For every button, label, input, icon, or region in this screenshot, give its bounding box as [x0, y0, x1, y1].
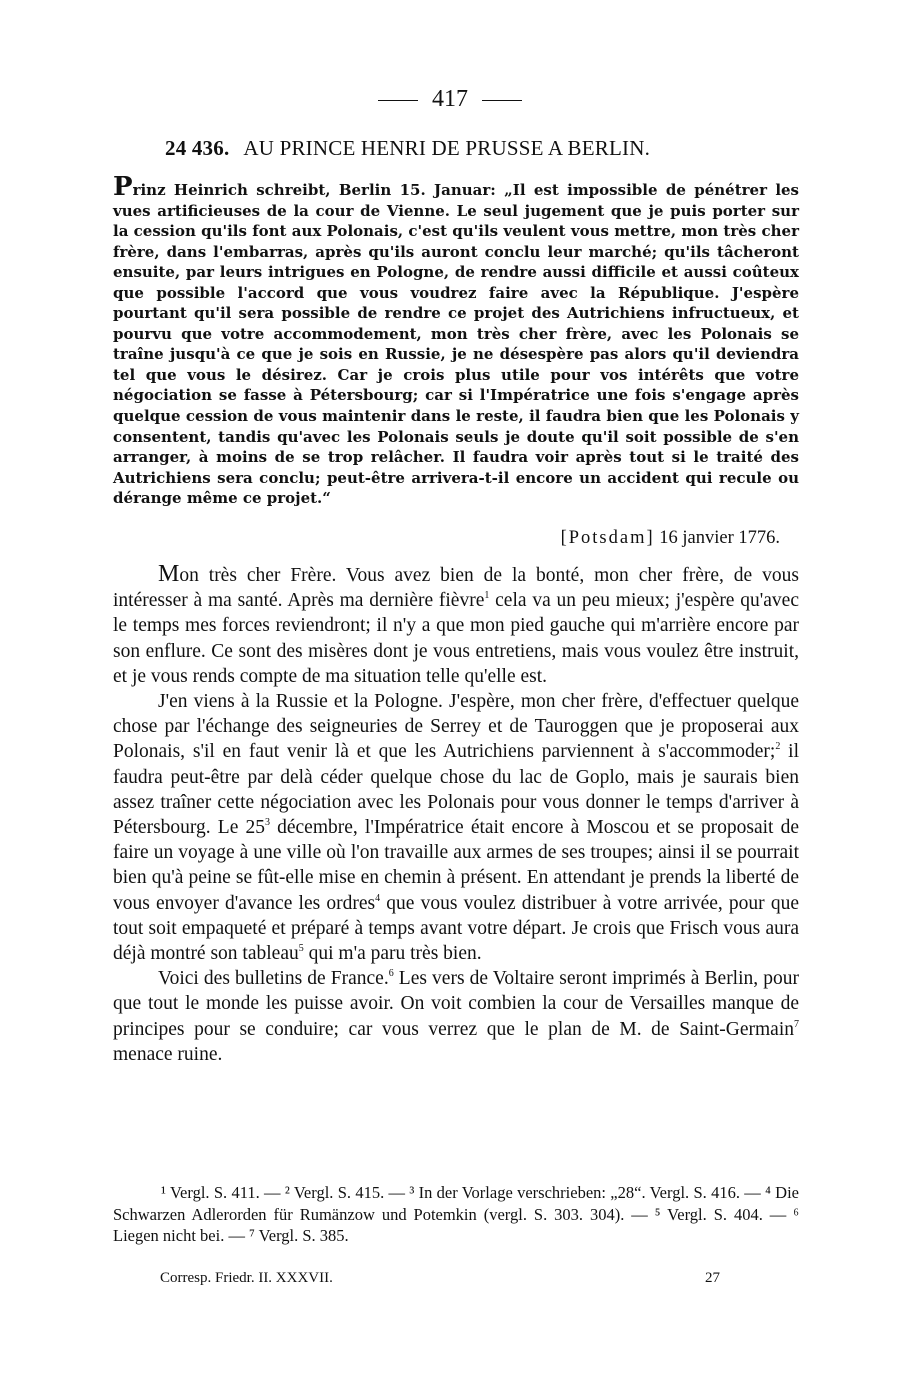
page-number-text: 417: [432, 86, 468, 112]
summary-dropcap: P: [113, 172, 133, 202]
letter-title: AU PRINCE HENRI DE PRUSSE A BERLIN.: [243, 136, 651, 160]
page-number: [0, 86, 900, 113]
printer-signature: [160, 1270, 720, 1287]
text-run: Les vers de Voltaire seront imprimés à Berlin, pour que tout le monde les puisse avoir. On voit combien la cour de Versailles manque de principes pour se conduire; car vous verrez que le plan de M. de Saint-Germain: [113, 968, 799, 1040]
footnote-ref-5: 5: [298, 943, 304, 955]
text-run: J'en viens à la Russie et la Pologne. J'espère, mon cher frère, d'effectuer quelque chose par l'échange des seigneuries de Serrey et de Tauroggen que je proposerai aux Polonais, s'il en faut venir là et que les Autrichiens parviennent à s'accommoder;: [113, 691, 799, 763]
text-run: que vous voulez distribuer à votre arrivée, pour que tout soit empaqueté et préparé à temps avant votre départ. Je crois que Frisch vous aura déjà montré son tableau: [113, 892, 800, 965]
signature-source: Corresp. Friedr. II. XXXVII.: [160, 1270, 333, 1286]
dateline-date: 16 janvier 1776.: [659, 528, 780, 548]
footnote-ref-7: 7: [794, 1018, 799, 1030]
text-run: Mon très cher Frère. Vous avez bien de la bonté, mon cher frère, de vous intéresser à ma santé. Après ma dernière fièvre: [113, 561, 799, 612]
letter-paragraph-2: [113, 689, 799, 966]
letter-paragraph-3: [113, 966, 799, 1067]
summary-text: rinz Heinrich schreibt, Berlin 15. Januar: „Il est impossible de pénétrer les vues artificieuses de la cour de Vienne. Le seul jugement que je puis porter sur la cession qu'ils font aux Polonais, c'est qu'ils veulent vous mettre, mon très cher frère, dans l'embarras, après qu'ils auront conclu leur marché; qu'ils tâcheront ensuite, par leurs intrigues en Pologne, de rendre aussi difficile et aussi coûteux que possible l'accord que vous voudrez faire avec la République. J'espère pourtant qu'il sera possible de rendre ce projet des Autrichiens infructueux, et pourvu que votre accommodement, mon très cher frère, avec les Polonais se traîne jusqu'à ce que je sois en Russie, je ne désespère pas alors qu'il deviendra tel que vous le désirez. Car je crois plus utile pour vos intérêts que votre négociation se fasse à Pétersbourg; car si l'Impératrice une fois s'engage après quelque cession de vous maintenir dans le reste, il faudra bien que les Polonais y consentent, tandis qu'avec les Polonais seuls je doute qu'il soit possible de s'en arranger, à moins de se trop relâcher. Il faudra voir après tout si le traité des Autrichiens sera conclu; peut-être arrivera-t-il encore un accident qui recule ou dérange même ce projet.“: [113, 181, 799, 508]
dateline: [420, 528, 780, 549]
text-run: qui m'a paru très bien.: [303, 943, 482, 965]
letter-body: [113, 562, 799, 1067]
letter-paragraph-1: [113, 562, 799, 689]
letter-heading: [165, 136, 805, 161]
rule-left: [378, 100, 418, 101]
text-run: Voici des bulletins de France.: [158, 968, 389, 990]
footnotes-text: ¹ Vergl. S. 411. — ² Vergl. S. 415. — ³ In der Vorlage verschrieben: „28“. Vergl. S. 416. — ⁴ Die Schwarzen Adlerorden für Rumänzow und Potemkin (vergl. S. 303. 304). — ⁵ Vergl. S. 404. — ⁶ Liegen nicht bei. — ⁷ Vergl. S. 385.: [113, 1183, 799, 1245]
footnotes: [113, 1182, 799, 1247]
letter-number: 24 436.: [165, 136, 230, 160]
text-run: menace ruine.: [113, 1043, 223, 1065]
summary-paragraph: [113, 174, 799, 509]
signature-sheet-number: 27: [705, 1270, 720, 1286]
footnote-ref-1: 1: [484, 590, 490, 602]
footnote-ref-6: 6: [388, 968, 394, 980]
text-run: cela va un peu mieux; j'espère qu'avec le temps mes forces reviendront; il n'y a que mon pied gauche qui m'arrière encore par son enflure. Ce sont des misères dont je vous entretiens, mais vous voulez être instruit, et je vous rends compte de ma situation telle qu'elle est.: [113, 590, 799, 687]
footnote-ref-4: 4: [375, 892, 381, 904]
footnote-ref-2: 2: [775, 741, 781, 753]
dateline-place: [Potsdam]: [560, 528, 655, 548]
text-run: décembre, l'Impératrice était encore à Moscou et se proposait de faire un voyage à une ville où l'on travaille aux armes de ses troupes; ainsi il se pourrait bien qu'à peine se fût-elle mise en chemin à présent. En attendant je prends la liberté de vous envoyer d'avance les ordres: [113, 817, 799, 914]
footnote-ref-3: 3: [265, 817, 270, 829]
rule-right: [482, 100, 522, 101]
text-run: il faudra peut-être par delà céder quelque chose du lac de Goplo, mais je saurais bien assez traîner cette négociation avec les Polonais pour vous donner le temps d'arriver à Pétersbourg. Le 25: [113, 741, 799, 839]
